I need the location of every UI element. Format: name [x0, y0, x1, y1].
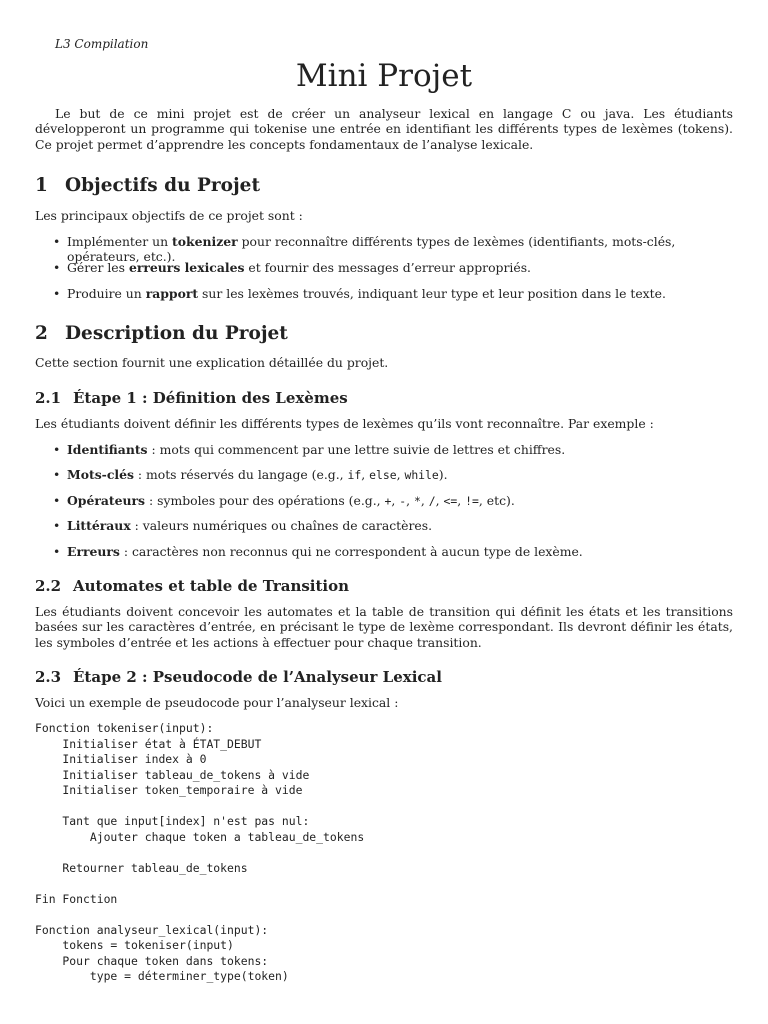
list-item: • Mots-clés : mots réservés du langage (e.g., if, else, while). [53, 467, 448, 482]
section-2-1-lead: Les étudiants doivent définir les différents types de lexèmes qu’ils vont reconnaître. Par exemple : [35, 416, 654, 431]
list-item: • Gérer les erreurs lexicales et fournir des messages d’erreur appropriés. [53, 260, 531, 275]
section-number: 1 [35, 175, 48, 196]
list-item: • Erreurs : caractères non reconnus qui ne correspondent à aucun type de lexème. [53, 544, 583, 559]
section-number: 2 [35, 323, 48, 344]
section-2-1-heading [35, 389, 733, 407]
section-2-2-heading [35, 577, 733, 595]
list-item: • Implémenter un tokenizer pour reconnaître différents types de lexèmes (identifiants, mots-clés, opérateurs, etc.). [53, 234, 676, 264]
section-2-lead: Cette section fournit une explication détaillée du projet. [35, 355, 389, 370]
section-number: 2.3 [35, 668, 62, 686]
intro-paragraph: Le but de ce mini projet est de créer un analyseur lexical en langage C ou java. Les étudiants développeront un programme qui tokenise une entrée en identifiant les différents types de lexèmes (tokens). Ce projet permet d’apprendre les concepts fondamentaux de l’analyse lexicale. [35, 106, 733, 152]
section-title: Description du Projet [65, 323, 288, 344]
section-number: 2.2 [35, 577, 62, 595]
list-item: • Opérateurs : symboles pour des opérations (e.g., +, -, *, /, <=, !=, etc). [53, 493, 515, 508]
section-2-3-heading [35, 668, 733, 686]
list-item: • Littéraux : valeurs numériques ou chaînes de caractères. [53, 518, 433, 533]
section-title: Étape 2 : Pseudocode de l’Analyseur Lexical [73, 668, 442, 686]
pseudocode-block: Fonction tokeniser(input): Initialiser état à ÉTAT_DEBUT Initialiser index à 0 Initialiser tableau_de_tokens à vide Initialiser token_temporaire à vide Tant que input[index] n'est pas nul: Ajouter chaque token a tableau_de_tokens Retourner tableau_de_tokens Fin Fonction Fonction analyseur_lexical(input): tokens = tokeniser(input) Pour chaque token dans tokens: type = déterminer_type(token) [35, 721, 365, 983]
section-title: Automates et table de Transition [73, 577, 350, 595]
list-item: • Identifiants : mots qui commencent par une lettre suivie de lettres et chiffres. [53, 442, 566, 457]
section-1-heading [35, 175, 733, 196]
list-item: • Produire un rapport sur les lexèmes trouvés, indiquant leur type et leur position dans le texte. [53, 286, 666, 301]
section-number: 2.1 [35, 389, 62, 407]
section-title: Étape 1 : Définition des Lexèmes [73, 389, 348, 407]
section-2-heading [35, 323, 733, 344]
section-2-3-lead: Voici un exemple de pseudocode pour l’analyseur lexical : [35, 695, 399, 710]
section-title: Objectifs du Projet [65, 175, 260, 196]
section-1-lead: Les principaux objectifs de ce projet sont : [35, 208, 303, 223]
running-head: L3 Compilation [55, 37, 149, 51]
document-title: Mini Projet [295, 58, 473, 94]
section-2-2-body: Les étudiants doivent concevoir les automates et la table de transition qui définit les états et les transitions basées sur les caractères d’entrée, en précisant le type de lexème correspondant. Ils devront définir les états, les symboles d’entrée et les actions à effectuer pour chaque transition. [35, 604, 733, 650]
